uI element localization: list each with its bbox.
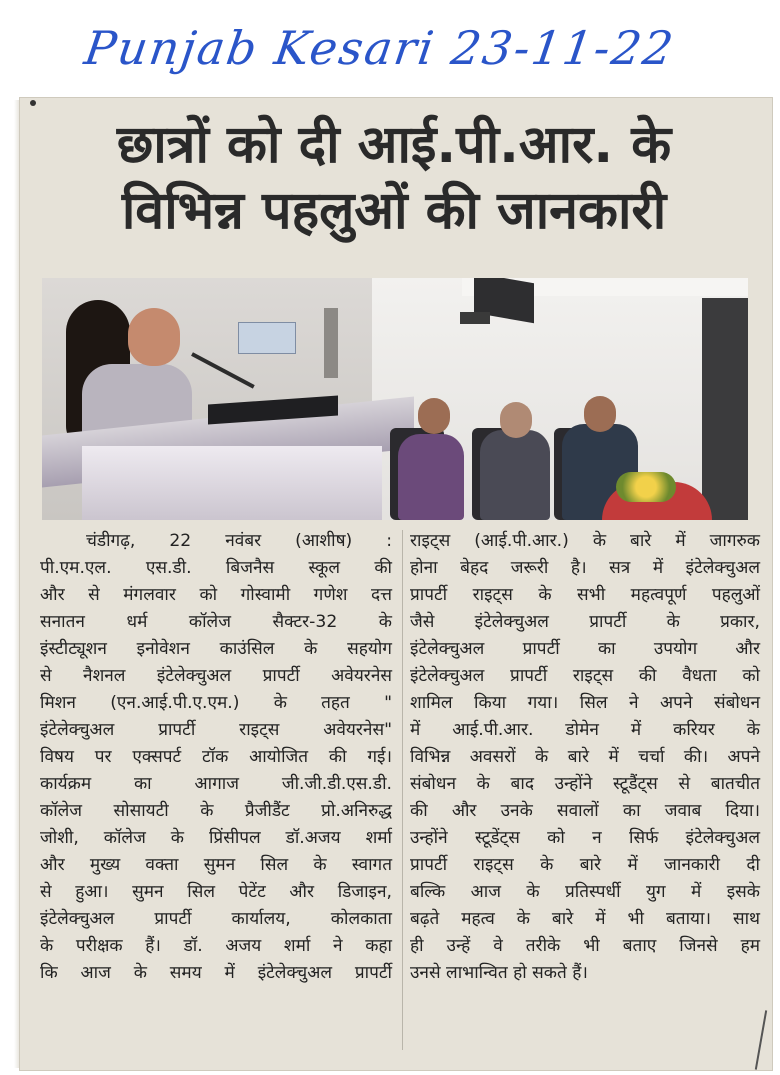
article-line: संबोधन के बाद उन्होंने स्टूडैंट्स से बातचीत <box>410 774 760 794</box>
article-line: मिशन (एन.आई.पी.ए.एम.) के तहत " <box>40 693 392 713</box>
article-line: राइट्स (आई.पी.आर.) के बारे में जागरुक <box>410 531 760 551</box>
article-line: विषय पर एक्सपर्ट टॉक आयोजित की गई। <box>40 747 392 767</box>
panelist-2-head <box>500 402 532 438</box>
photo-wall-sign <box>238 322 296 354</box>
article-line: कार्यक्रम का आगाज जी.जी.डी.एस.डी. <box>40 774 392 794</box>
article-line: प्रापर्टी राइट्स के सभी महत्वपूर्ण पहलुओं <box>410 585 760 605</box>
article-line: में आई.पी.आर. डोमेन में करियर के <box>410 720 760 740</box>
article-line: उनसे लाभान्वित हो सकते हैं। <box>410 963 588 983</box>
article-column-right <box>410 528 760 987</box>
podium <box>82 446 382 520</box>
photo-pillar <box>324 308 338 378</box>
event-photo <box>42 278 748 520</box>
article-line: शामिल किया गया। सिल ने अपने संबोधन <box>410 693 760 713</box>
article-line: जैसे इंटेलेक्चुअल प्रापर्टी के प्रकार, <box>410 612 760 632</box>
article-line: प्रापर्टी राइट्स के बारे में जानकारी दी <box>410 855 760 875</box>
article-line: बढ़ते महत्व के बारे में भी बताया। साथ <box>410 909 760 929</box>
article-line: और से मंगलवार को गोस्वामी गणेश दत्त <box>40 585 392 605</box>
article-line: इंटेलेक्चुअल प्रापर्टी राइट्स अवेयरनेस" <box>40 720 392 740</box>
panelist-1-head <box>418 398 450 434</box>
article-line: कि आज के समय में इंटेलेक्चुअल प्रापर्टी <box>40 963 392 983</box>
article-line: होना बेहद जरूरी है। सत्र में इंटेलेक्चुअल <box>410 558 760 578</box>
article-line: इंटेलेक्चुअल प्रापर्टी राइट्स की वैधता को <box>410 666 760 686</box>
article-line: इंटेलेक्चुअल प्रापर्टी कार्यालय, कोलकाता <box>40 909 392 929</box>
article-line: जोशी, कॉलेज के प्रिंसीपल डॉ.अजय शर्मा <box>40 828 392 848</box>
article-line: इंस्टीट्यूशन इनोवेशन काउंसिल के सहयोग <box>40 639 392 659</box>
speaker-face <box>128 308 180 366</box>
column-divider <box>402 530 403 1050</box>
handwritten-source-note: Punjab Kesari 23-11-22 <box>81 21 679 75</box>
photo-dark-panel <box>702 298 748 520</box>
article-line: उन्होंने स्टूडेंट्स को न सिर्फ इंटेलेक्चुअल <box>410 828 760 848</box>
article-line: बल्कि आज के प्रतिस्पर्धी युग में इसके <box>410 882 760 902</box>
article-line: से नैशनल इंटेलेक्चुअल प्रापर्टी अवेयरनेस <box>40 666 392 686</box>
article-line: सनातन धर्म कॉलेज सैक्टर-32 के <box>40 612 392 632</box>
headline-line-2: विभिन्न पहलुओं की जानकारी <box>121 181 667 241</box>
article-column-left <box>40 528 392 987</box>
photo-speaker-mount <box>460 312 490 324</box>
article-line: से हुआ। सुमन सिल पेटेंट और डिजाइन, <box>40 882 392 902</box>
article-line: और मुख्य वक्ता सुमन सिल के स्वागत <box>40 855 392 875</box>
flower-bouquet <box>616 472 676 502</box>
article-line: चंडीगढ़, 22 नवंबर (आशीष) : <box>86 531 392 551</box>
headline <box>30 112 758 244</box>
article-line: के परीक्षक हैं। डॉ. अजय शर्मा ने कहा <box>40 936 392 956</box>
print-mark <box>30 100 36 106</box>
article-line: विभिन्न अवसरों के बारे में चर्चा की। अपने <box>410 747 760 767</box>
article-line: ही उन्हें वे तरीके भी बताए जिनसे हम <box>410 936 760 956</box>
article-line: कॉलेज सोसायटी के प्रैजीडैंट प्रो.अनिरुद्ध <box>40 801 392 821</box>
article-line: की और उनके सवालों का जवाब दिया। <box>410 801 760 821</box>
article-line: इंटेलेक्चुअल प्रापर्टी का उपयोग और <box>410 639 760 659</box>
panelist-2 <box>480 430 550 520</box>
article-line: पी.एम.एल. एस.डी. बिजनैस स्कूल की <box>40 558 392 578</box>
panelist-1 <box>398 434 464 520</box>
headline-line-1: छात्रों को दी आई.पी.आर. के <box>116 115 672 175</box>
panelist-3-head <box>584 396 616 432</box>
